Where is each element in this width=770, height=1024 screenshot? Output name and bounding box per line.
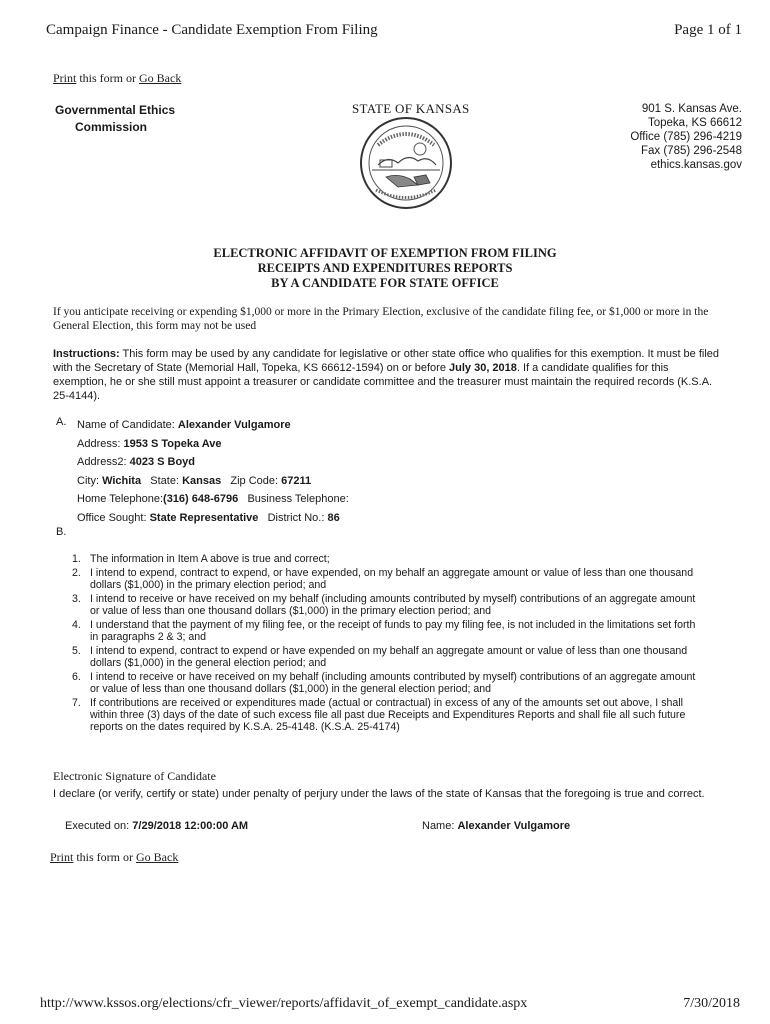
signature-name-value: Alexander Vulgamore — [457, 820, 571, 832]
city-label: City: — [77, 474, 99, 487]
candidate-name-row — [77, 416, 349, 435]
list-item-number: 4. — [72, 619, 81, 631]
list-item — [66, 619, 706, 643]
signature-declaration: I declare (or verify, certify or state) under penalty of perjury under the laws of the state of Kansas that the foregoing is true and correct. — [53, 788, 705, 800]
agency-name-line1: Governmental Ethics — [55, 103, 176, 117]
print-header-page-number: Page 1 of 1 — [674, 22, 742, 38]
instructions-label: Instructions: — [53, 348, 120, 360]
document-title-line3: BY A CANDIDATE FOR STATE OFFICE — [271, 276, 499, 290]
address-city: Topeka, KS 66612 — [648, 117, 742, 129]
address-website: ethics.kansas.gov — [650, 159, 742, 171]
instructions-text-part2: . If a candidate qualifies for this exemption, he or she still must appoint a treasurer or candidate committee and the treasurer must maintain the required records (K.S.A. 25-4144). — [53, 362, 713, 402]
telephone-row — [77, 490, 349, 509]
list-item-number: 7. — [72, 697, 81, 709]
address-street: 901 S. Kansas Ave. — [641, 103, 742, 115]
document-title-line2: RECEIPTS AND EXPENDITURES REPORTS — [257, 261, 513, 275]
address2-label: Address2: — [77, 456, 127, 469]
print-footer-date: 7/30/2018 — [683, 996, 740, 1011]
candidate-name-value: Alexander Vulgamore — [177, 419, 291, 431]
state-label: State: — [150, 474, 179, 487]
document-title — [0, 246, 770, 291]
executed-on — [65, 820, 248, 832]
office-value: State Representative — [149, 511, 259, 524]
go-back-link[interactable]: Go Back — [139, 71, 182, 85]
city-value: Wichita — [102, 474, 142, 487]
zip-label: Zip Code: — [230, 474, 279, 487]
affidavit-statements-list — [66, 553, 706, 735]
instructions-text-part1: This form may be used by any candidate for legislative or other state office who qualifies for this exemption. It must be filed with the Secretary of State (Memorial Hall, Topeka, KS 66612-1594) on or before — [53, 348, 720, 374]
address-row — [77, 435, 349, 454]
zip-value: 67211 — [281, 474, 312, 487]
office-district-row — [77, 509, 349, 528]
list-item-number: 3. — [72, 593, 81, 605]
print-link[interactable]: Print — [50, 850, 74, 864]
address-label: Address: — [77, 437, 121, 450]
state-title: STATE OF KANSAS — [352, 101, 470, 116]
kansas-state-seal-icon — [358, 115, 454, 216]
agency-name — [55, 102, 175, 136]
address-value: 1953 S Topeka Ave — [123, 437, 222, 450]
district-value: 86 — [327, 511, 340, 524]
list-item — [66, 553, 706, 565]
links-connector-text: this form or — [76, 850, 134, 864]
list-item — [66, 671, 706, 695]
home-phone-value: (316) 648-6796 — [163, 493, 239, 506]
list-item-number: 6. — [72, 671, 81, 683]
city-state-zip-row — [77, 472, 349, 491]
list-item-text: If contributions are received or expenditures made (actual or contractual) in excess of any of the amounts set out above, I shall within three (3) days of the date of such excess file all past due Receipts and Expenditures Reports and shall file all such future reports on the dates required by K.S.A. 25-4148. (K.S.A. 25-4174) — [90, 697, 686, 733]
signature-name-label: Name: — [422, 820, 455, 832]
list-item — [66, 567, 706, 591]
list-item-text: The information in Item A above is true and correct; — [90, 553, 330, 565]
list-item — [66, 593, 706, 617]
top-links — [53, 71, 181, 86]
list-item — [66, 697, 706, 733]
document-title-line1: ELECTRONIC AFFIDAVIT OF EXEMPTION FROM FILING — [213, 246, 557, 260]
instructions-deadline: July 30, 2018 — [449, 362, 517, 374]
intro-paragraph: If you anticipate receiving or expending $1,000 or more in the Primary Election, exclusive of the candidate filing fee, or $1,000 or more in the General Election, this form may not be used — [53, 306, 709, 332]
print-header-title: Campaign Finance - Candidate Exemption From Filing — [46, 22, 378, 38]
links-connector-text: this form or — [79, 71, 137, 85]
section-b-letter: B. — [56, 526, 67, 538]
bottom-links — [50, 850, 178, 865]
home-phone-label: Home Telephone: — [77, 493, 164, 506]
go-back-link[interactable]: Go Back — [136, 850, 179, 864]
list-item-text: I intend to expend, contract to expend or have expended on my behalf an aggregate amount or value of less than one thousand dollars ($1,000) in the general election period; and — [90, 645, 688, 669]
list-item-number: 1. — [72, 553, 81, 565]
candidate-info-section — [77, 416, 349, 528]
agency-address-block — [630, 102, 742, 172]
list-item-text: I intend to expend, contract to expend, or have expended, on my behalf an aggregate amount or value of less than one thousand dollars ($1,000) in the primary election period; and — [90, 567, 694, 591]
list-item — [66, 645, 706, 669]
agency-name-line2: Commission — [75, 120, 148, 134]
executed-on-value: 7/29/2018 12:00:00 AM — [132, 820, 249, 832]
signature-name — [422, 820, 570, 832]
address2-row — [77, 453, 349, 472]
executed-on-label: Executed on: — [65, 820, 130, 832]
list-item-text: I understand that the payment of my filing fee, or the receipt of funds to pay my filing fee, is not included in the limitations set forth in paragraphs 2 & 3; and — [90, 619, 696, 643]
state-value: Kansas — [182, 474, 222, 487]
instructions-paragraph — [53, 347, 723, 403]
list-item-text: I intend to receive or have received on my behalf (including amounts contributed by myself) contributions of an aggregate amount or value of less than one thousand dollars ($1,000) in the general election period; and — [90, 671, 696, 695]
list-item-number: 2. — [72, 567, 81, 579]
business-phone-label: Business Telephone: — [247, 493, 349, 506]
list-item-text: I intend to receive or have received on my behalf (including amounts contributed by myself) contributions of an aggregate amount or value of less than one thousand dollars ($1,000) in the primary election period; and — [90, 593, 696, 617]
signature-heading: Electronic Signature of Candidate — [53, 769, 216, 783]
print-link[interactable]: Print — [53, 71, 77, 85]
district-label: District No.: — [267, 511, 325, 524]
office-label: Office Sought: — [77, 511, 147, 524]
address-office-phone: Office (785) 296-4219 — [630, 131, 742, 143]
address-fax: Fax (785) 296-2548 — [640, 145, 742, 157]
candidate-name-label: Name of Candidate: — [77, 419, 175, 431]
list-item-number: 5. — [72, 645, 81, 657]
section-a-letter: A. — [56, 416, 67, 428]
address2-value: 4023 S Boyd — [129, 456, 196, 469]
print-footer-url: http://www.kssos.org/elections/cfr_viewer/reports/affidavit_of_exempt_candidate.aspx — [40, 996, 528, 1011]
